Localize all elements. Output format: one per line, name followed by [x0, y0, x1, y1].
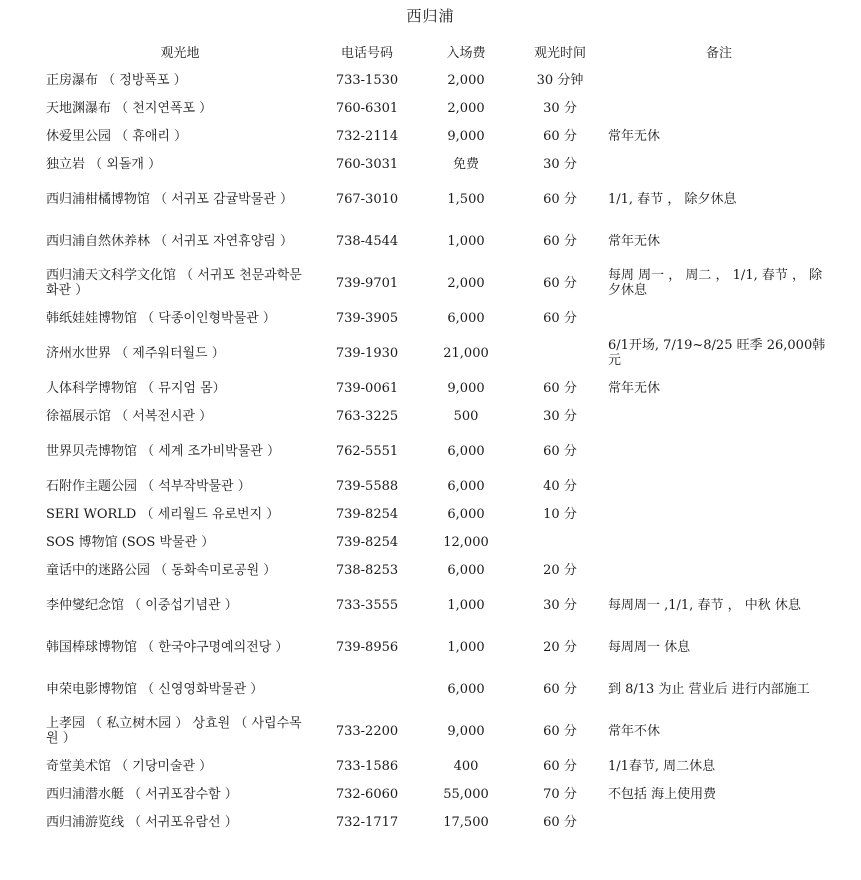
visit-duration: 60 分 — [543, 128, 577, 144]
phone-number: 739-9701 — [335, 275, 399, 291]
attraction-name: 西归浦自然休养林 （ 서귀포 자연휴양림 ） — [46, 233, 293, 249]
phone-number: 738-4544 — [335, 233, 399, 249]
attraction-name: 童话中的迷路公园 （ 동화속미로공원 ） — [46, 562, 277, 578]
remark: 常年无休 — [608, 380, 661, 396]
table-row — [46, 752, 830, 780]
visit-duration: 20 分 — [543, 639, 577, 655]
remark: 常年无休 — [608, 128, 661, 144]
table-row — [46, 122, 830, 150]
attraction-name: 天地渊瀑布 （ 천지연폭포 ） — [46, 100, 213, 116]
phone-number: 738-8253 — [335, 562, 399, 578]
admission-fee: 1,000 — [447, 233, 485, 249]
phone-number: 739-1930 — [335, 345, 399, 361]
table-row — [46, 430, 830, 472]
table-row — [46, 304, 830, 332]
document-title: 西归浦 — [406, 7, 455, 25]
phone-number: 739-8956 — [335, 639, 399, 655]
visit-duration — [512, 332, 608, 374]
header-phone: 电话号码 — [340, 45, 393, 61]
admission-fee: 1,000 — [447, 639, 485, 655]
table-row — [46, 808, 830, 836]
remark — [608, 500, 830, 528]
remark — [608, 472, 830, 500]
phone-number: 733-1586 — [335, 758, 399, 774]
table-row — [46, 626, 830, 668]
admission-fee: 12,000 — [443, 534, 489, 550]
phone-number: 739-0061 — [335, 380, 399, 396]
attraction-name: 西归浦游览线 （ 서귀포유람선 ） — [46, 814, 238, 830]
attraction-name: 李仲燮纪念馆 （ 이중섭기념관 ） — [46, 597, 238, 613]
table-row — [46, 402, 830, 430]
visit-duration: 60 分 — [543, 275, 577, 291]
attraction-name: 人体科学博物馆 （ 뮤지엄 몸） — [46, 380, 226, 396]
table-row — [46, 66, 830, 94]
table-row — [46, 584, 830, 626]
attraction-name: 西归浦潜水艇 （ 서귀포잠수함 ） — [46, 786, 238, 802]
admission-fee: 55,000 — [443, 786, 489, 802]
visit-duration: 60 分 — [543, 681, 577, 697]
remark: 每周周一 ,1/1, 春节 ， 中秋 休息 — [608, 597, 801, 613]
visit-duration: 60 分 — [543, 758, 577, 774]
remark — [608, 528, 830, 556]
visit-duration: 60 分 — [543, 443, 577, 459]
attraction-name: SOS 博物馆 (SOS 박물관 ） — [46, 534, 215, 550]
table-row — [46, 94, 830, 122]
attractions-table — [46, 40, 830, 836]
remark — [608, 150, 830, 178]
table-row — [46, 710, 830, 752]
admission-fee: 9,000 — [447, 380, 485, 396]
admission-fee: 500 — [453, 408, 479, 424]
phone-number: 739-5588 — [335, 478, 399, 494]
table-row — [46, 528, 830, 556]
phone-number: 739-8254 — [335, 506, 399, 522]
remark: 到 8/13 为止 营业后 进行内部施工 — [608, 681, 810, 697]
phone-number: 767-3010 — [335, 191, 399, 207]
admission-fee: 6,000 — [447, 506, 485, 522]
table-row — [46, 150, 830, 178]
phone-number: 732-6060 — [335, 786, 399, 802]
visit-duration: 30 分 — [543, 156, 577, 172]
header-note: 备注 — [705, 45, 732, 61]
admission-fee: 1,500 — [447, 191, 485, 207]
admission-fee: 9,000 — [447, 128, 485, 144]
admission-fee: 2,000 — [447, 100, 485, 116]
remark — [608, 402, 830, 430]
admission-fee: 6,000 — [447, 562, 485, 578]
admission-fee: 1,000 — [447, 597, 485, 613]
admission-fee: 400 — [453, 758, 479, 774]
remark: 常年不休 — [608, 723, 661, 739]
remark: 1/1, 春节 ， 除夕休息 — [608, 191, 737, 207]
phone-number: 739-8254 — [335, 534, 399, 550]
visit-duration: 60 分 — [543, 380, 577, 396]
table-row — [46, 220, 830, 262]
phone-number: 739-3905 — [335, 310, 399, 326]
visit-duration: 30 分钟 — [536, 72, 584, 88]
header-fee: 入场费 — [446, 45, 486, 61]
phone-number: 763-3225 — [335, 408, 399, 424]
admission-fee: 2,000 — [447, 72, 485, 88]
table-row — [46, 178, 830, 220]
attraction-name: 西归浦天文科学文化馆 （ 서귀포 천문과학문화관 ） — [46, 268, 302, 298]
admission-fee: 2,000 — [447, 275, 485, 291]
visit-duration: 60 分 — [543, 233, 577, 249]
table-row — [46, 262, 830, 304]
admission-fee: 免费 — [452, 156, 479, 172]
header-attraction: 观光地 — [160, 45, 200, 61]
attraction-name: 石附作主题公园 （ 석부작박물관 ） — [46, 478, 251, 494]
attraction-name: 申荣电影博物馆 （ 신영영화박물관 ） — [46, 681, 264, 697]
remark — [608, 304, 830, 332]
remark: 每周周一 休息 — [608, 639, 691, 655]
table-row — [46, 332, 830, 374]
table-header-row — [46, 40, 830, 66]
visit-duration: 30 分 — [543, 100, 577, 116]
visit-duration — [512, 528, 608, 556]
attraction-name: 独立岩 （ 외돌개 ） — [46, 156, 162, 172]
remark: 6/1开场, 7/19~8/25 旺季 26,000韩元 — [608, 338, 826, 368]
phone-number: 732-2114 — [335, 128, 399, 144]
phone-number: 760-3031 — [335, 156, 399, 172]
attraction-name: 世界贝壳博物馆 （ 세계 조가비박물관 ） — [46, 443, 280, 459]
header-time: 观光时间 — [533, 45, 586, 61]
phone-number — [314, 668, 420, 710]
visit-duration: 60 分 — [543, 723, 577, 739]
admission-fee: 6,000 — [447, 310, 485, 326]
phone-number: 760-6301 — [335, 100, 399, 116]
remark — [608, 94, 830, 122]
phone-number: 733-3555 — [335, 597, 399, 613]
attraction-name: 休爱里公园 （ 휴애리 ） — [46, 128, 188, 144]
table-row — [46, 472, 830, 500]
table-row — [46, 556, 830, 584]
phone-number: 732-1717 — [335, 814, 399, 830]
table-row — [46, 668, 830, 710]
table-row — [46, 780, 830, 808]
visit-duration: 10 分 — [543, 506, 577, 522]
attraction-name: 徐福展示馆 （ 서복전시관 ） — [46, 408, 213, 424]
visit-duration: 40 分 — [543, 478, 577, 494]
visit-duration: 70 分 — [543, 786, 577, 802]
visit-duration: 20 分 — [543, 562, 577, 578]
attraction-name: SERI WORLD （ 세리월드 유로번지 ） — [46, 506, 280, 522]
attraction-name: 西归浦柑橘博物馆 （ 서귀포 감귤박물관 ） — [46, 191, 293, 207]
visit-duration: 60 分 — [543, 814, 577, 830]
remark — [608, 430, 830, 472]
remark: 常年无休 — [608, 233, 661, 249]
admission-fee: 6,000 — [447, 681, 485, 697]
attraction-name: 韩国棒球博物馆 （ 한국야구명예의전당 ） — [46, 639, 289, 655]
admission-fee: 17,500 — [443, 814, 489, 830]
admission-fee: 6,000 — [447, 478, 485, 494]
remark — [608, 556, 830, 584]
phone-number: 733-1530 — [335, 72, 399, 88]
attraction-name: 上孝园 （ 私立树木园 ） 상효원 （ 사립수목원 ） — [46, 716, 302, 746]
remark — [608, 66, 830, 94]
phone-number: 762-5551 — [335, 443, 399, 459]
remark: 1/1春节, 周二休息 — [608, 758, 716, 774]
admission-fee: 21,000 — [443, 345, 489, 361]
attraction-name: 奇堂美术馆 （ 기당미술관 ） — [46, 758, 213, 774]
attraction-name: 济州水世界 （ 제주워터월드 ） — [46, 345, 225, 361]
visit-duration: 30 分 — [543, 408, 577, 424]
admission-fee: 9,000 — [447, 723, 485, 739]
table-row — [46, 500, 830, 528]
remark: 不包括 海上使用费 — [608, 786, 717, 802]
remark — [608, 808, 830, 836]
admission-fee: 6,000 — [447, 443, 485, 459]
attraction-name: 韩纸娃娃博物馆 （ 닥종이인형박물관 ） — [46, 310, 276, 326]
visit-duration: 60 分 — [543, 310, 577, 326]
table-row — [46, 374, 830, 402]
attraction-name: 正房瀑布 （ 정방폭포 ） — [46, 72, 187, 88]
visit-duration: 60 分 — [543, 191, 577, 207]
remark: 每周 周一 ， 周二 ， 1/1, 春节 ， 除夕休息 — [608, 268, 823, 298]
visit-duration: 30 分 — [543, 597, 577, 613]
phone-number: 733-2200 — [335, 723, 399, 739]
